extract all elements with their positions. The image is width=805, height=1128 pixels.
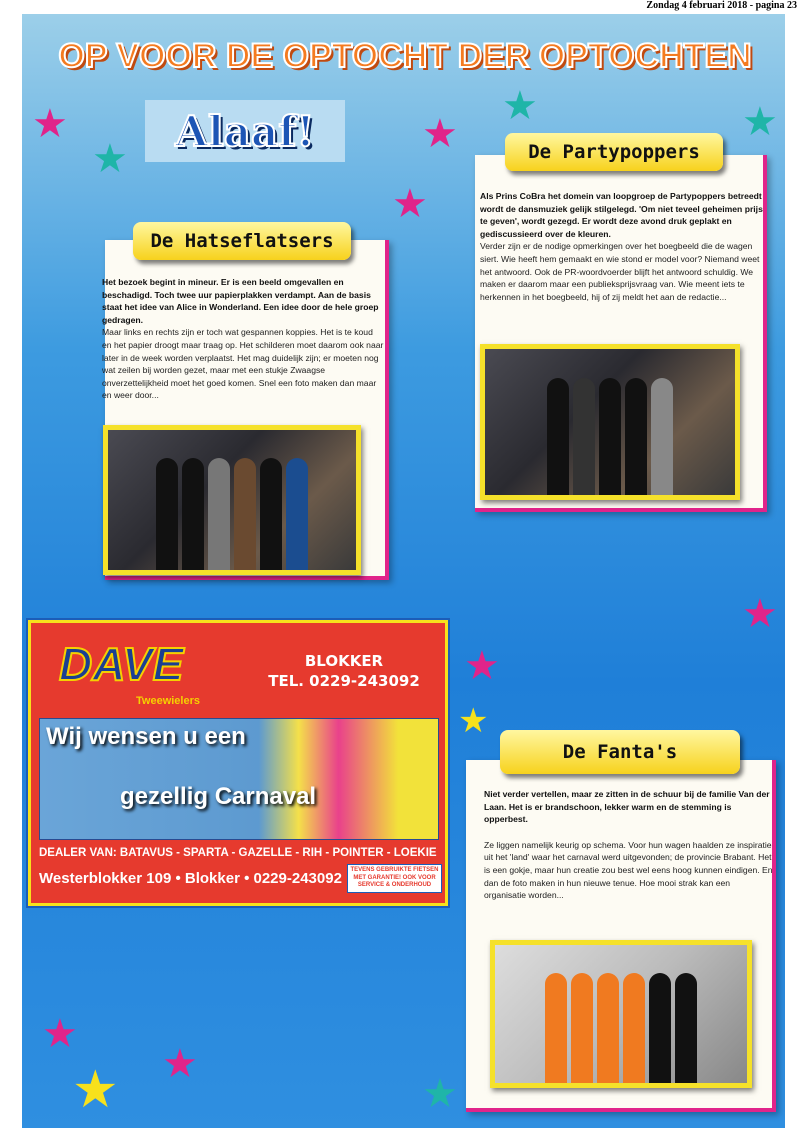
article-body: Verder zijn er de nodige opmerkingen over het boegbeeld die de wagen siert. Wie heeft hem gemaakt en wie stond er model voor? Niemand weet het antwoord. Ook de PR-woordvoerder blijft het antwoord schuldig. We maken er daarom maar een publieksprijsvraag van. Wie meent iets te herkennen in het boegbeeld, hij of zij meldt het aan de redactie... xyxy=(480,241,760,302)
star-icon: ★ xyxy=(458,701,489,741)
star-icon: ★ xyxy=(92,136,128,182)
dateline: Zondag 4 februari 2018 - pagina 23 xyxy=(646,0,797,11)
star-icon: ★ xyxy=(422,111,458,157)
article-photo xyxy=(103,425,361,575)
article-body: Maar links en rechts zijn er toch wat gespannen koppies. Het is te koud en het papier droogt maar traag op. Het schilderen moet daarom ook naar later in de week worden verplaatst. Het mag duidelijk zijn; er moeten nog wat zeilen bij worden gezet, maar met een stukje Zwaagse onverzettelijkheid moet het goed komen. Snel een foto maken dan maar en weer door... xyxy=(102,327,384,401)
article-lead: Als Prins CoBra het domein van loopgroep de Partypoppers betreedt wordt de dansmuziek gelijk stilgelegd. 'Om niet teveel geheimen prijs te geven', wordt gezegd. Er wordt deze avond druk geplakt en gediscussieerd over de kleuren. xyxy=(480,191,763,239)
carnaval-banner xyxy=(39,718,439,840)
article-title: De Hatseflatsers xyxy=(133,222,351,260)
star-icon: ★ xyxy=(42,1011,78,1057)
page xyxy=(22,14,785,1128)
star-icon: ★ xyxy=(162,1041,198,1087)
star-icon: ★ xyxy=(742,591,778,637)
article-title: De Fanta's xyxy=(500,730,740,774)
dave-logo: DAVE xyxy=(59,638,184,690)
article-lead: Het bezoek begint in mineur. Er is een beeld omgevallen en beschadigd. Toch twee uur papierplakken verdampt. Aan de basis staat het idee van Alice in Wonderland. Een idee door de hele groep gedragen. xyxy=(102,277,379,325)
article-lead: Niet verder vertellen, maar ze zitten in de schuur bij de familie Van der Laan. Het is er brandschoon, lekker warm en de stemming is opperbest. xyxy=(484,789,770,825)
star-icon: ★ xyxy=(502,83,538,129)
article-text xyxy=(480,190,766,303)
article-text xyxy=(484,788,774,902)
star-icon: ★ xyxy=(742,99,778,145)
alaaf-text: Alaaf! xyxy=(175,106,315,156)
star-icon: ★ xyxy=(72,1060,119,1120)
star-icon: ★ xyxy=(464,643,500,689)
ad-service-note: TEVENS GEBRUIKTE FIETSEN MET GARANTIE! OOK VOOR SERVICE & ONDERHOUD xyxy=(347,864,442,893)
alaaf-banner xyxy=(145,100,345,162)
article-photo xyxy=(490,940,752,1088)
headline: OP VOOR DE OPTOCHT DER OPTOCHTEN xyxy=(58,37,752,75)
star-icon: ★ xyxy=(392,181,428,227)
article-title: De Partypoppers xyxy=(505,133,723,171)
ad-contact xyxy=(259,651,429,691)
star-icon: ★ xyxy=(32,101,68,147)
ad-tel: TEL. 0229-243092 xyxy=(268,672,420,690)
ad-city: BLOKKER xyxy=(304,652,384,670)
article-text xyxy=(102,276,384,402)
banner-line-1: Wij wensen u een xyxy=(46,723,246,750)
article-body: Ze liggen namelijk keurig op schema. Voor hun wagen haalden ze inspiratie uit het 'land' waar het carnaval werd uitgevonden; de provincie Brabant. Het is een gokje, maar hun creatie zou best wel eens hoog kunnen eindigen. En dan de foto maken in hun nieuwe tenue. Hoe mooi strak kan een organisatie worden... xyxy=(484,839,773,901)
article-photo xyxy=(480,344,740,500)
dealer-brands: DEALER VAN: BATAVUS - SPARTA - GAZELLE - RIH - POINTER - LOEKIE xyxy=(39,847,437,859)
advertisement-dave[interactable] xyxy=(28,620,448,906)
logo-subtitle: Tweewielers xyxy=(136,695,200,707)
banner-line-2: gezellig Carnaval xyxy=(120,783,317,810)
star-icon: ★ xyxy=(422,1071,458,1117)
ad-address: Westerblokker 109 • Blokker • 0229-243092 xyxy=(39,870,342,887)
